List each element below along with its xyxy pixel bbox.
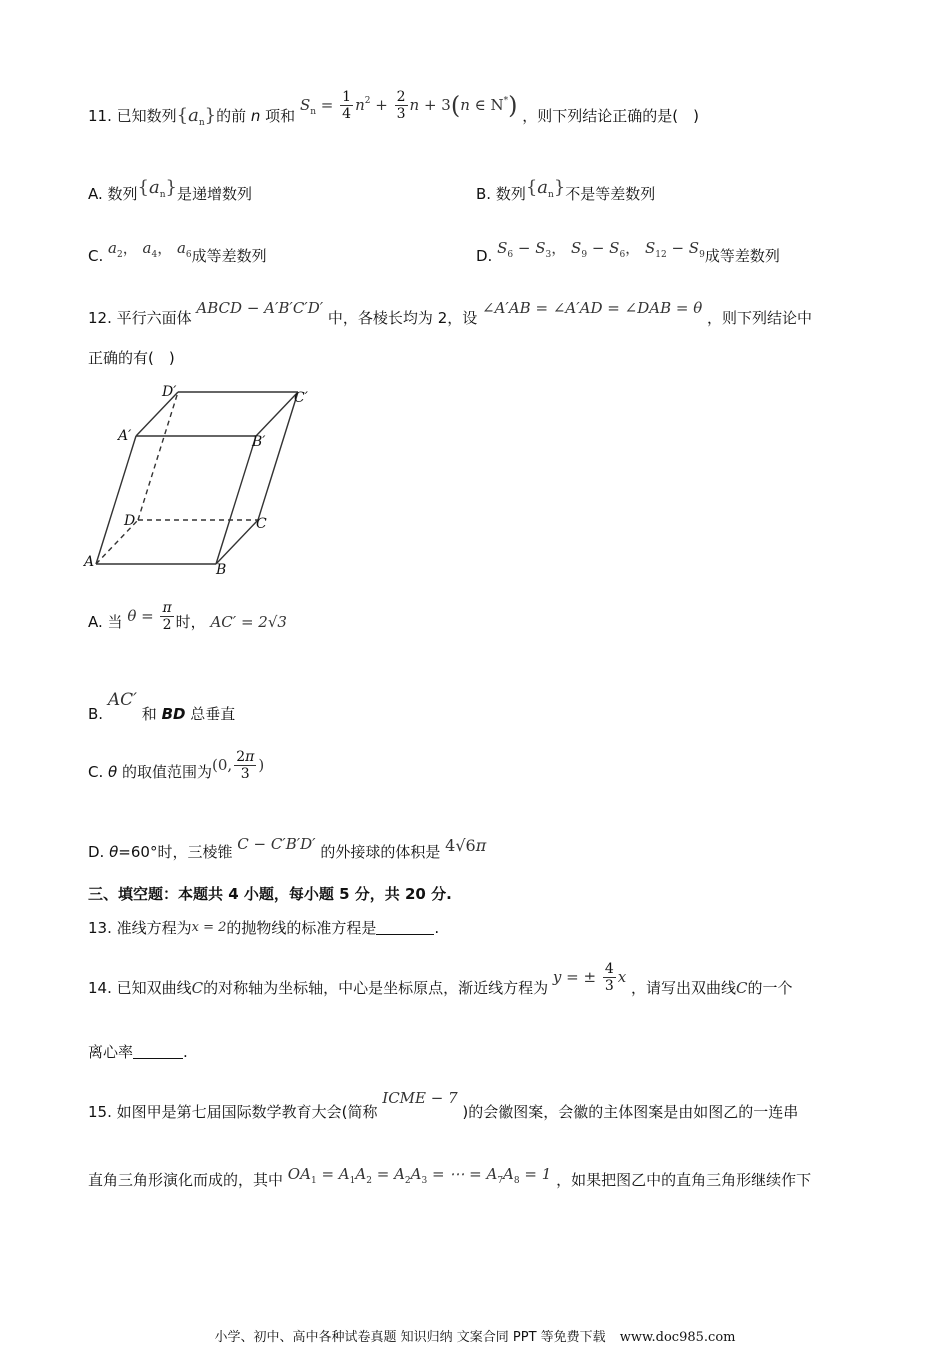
q12-option-c: C. θ 的取值范围为(0, $\frac{2\pi}{3}$ ) [88, 749, 265, 782]
math-volume: 4√6π [445, 836, 487, 855]
math-range-0-2pi-3: (0, $\frac{2\pi}{3}$ ) [212, 749, 265, 782]
math-s-differences: $S_6 - S_3$， $S_9 - S_6$， $S_{12} - S_9$ [497, 239, 705, 260]
footer: 小学、初中、高中各种试卷真题 知识归纳 文案合同 PPT 等免费下载 www.doc985.com [214, 1330, 736, 1345]
label-d-prime: D′ [162, 384, 177, 400]
q15: 15. 如图甲是第七届国际数学教育大会(简称 ICME − 7 )的会徽图案，会徽的主体图案是由如图乙的一连串 [88, 1089, 799, 1121]
q11-option-a: A. 数列$\{a_n\}$是递增数列 [88, 177, 252, 203]
q12-stem-cont: 正确的有( ) [88, 349, 175, 367]
parallelepiped-figure [80, 380, 320, 580]
math-ac-prime: AC′ [107, 690, 137, 710]
q11-option-b: B. 数列$\{a_n\}$不是等差数列 [476, 177, 656, 203]
math-sequence-an: $\{a_n\}$ [176, 105, 217, 128]
q14-cont: 离心率 . [88, 1043, 188, 1061]
math-asymptote: y = ± $\frac{4}{3}$ x [552, 961, 627, 994]
math-x-equals-2: x = 2 [191, 920, 227, 935]
q14: 14. 已知双曲线C的对称轴为坐标轴，中心是坐标原点，渐近线方程为 y = ± $\frac{4}{3}$ x ，请写出双曲线C的一个 [88, 961, 793, 997]
math-pyramid: C − C′B′D′ [237, 835, 316, 853]
math-theta-pi-over-2: θ = $\frac{\pi}{2}$ [127, 600, 172, 633]
math-icme-7: ICME − 7 [382, 1089, 458, 1107]
q12-option-b: B. AC′ 和 BD 总垂直 [88, 690, 236, 723]
math-oa-chain: $OA_1 = A_1A_2 = A_2A_3$ = ⋯ = $A_7A_8 = 1$ [287, 1165, 552, 1186]
q11-option-d: D. $S_6 - S_3$， $S_9 - S_6$， $S_{12} - S_9$成等差数列 [476, 239, 780, 265]
label-a: A [84, 554, 95, 570]
answer-blank[interactable] [376, 920, 434, 935]
q11-stem: 11. 已知数列$\{a_n\}$的前 n 项和 $S_n$ = $\frac{1}{4}$ $n^2$ + $\frac{2}{3}$ n + 3(n ∈ N*) ，则下列结论正确的是( ) [88, 89, 700, 128]
q15-cont: 直角三角形演化而成的，其中 $OA_1 = A_1A_2 = A_2A_3$ = ⋯ = $A_7A_8 = 1$ ，如果把图乙中的直角三角形继续作下 [88, 1165, 812, 1189]
math-sequence-an: $\{a_n\}$ [137, 177, 177, 200]
math-sequence-an: $\{a_n\}$ [525, 177, 566, 200]
section-heading: 三、填空题：本题共 4 小题，每小题 5 分，共 20 分. [88, 885, 452, 903]
q12-stem: 12. 平行六面体 ABCD − A′B′C′D′ 中，各棱长均为 2，设 ∠A′AB = ∠A′AD = ∠DAB = θ ，则下列结论中 [88, 299, 813, 327]
label-b-prime: B′ [252, 434, 266, 450]
label-c: C [256, 516, 267, 532]
q12-option-d: D. θ=60°时，三棱锥 C − C′B′D′ 的外接球的体积是 4√6π [88, 835, 487, 861]
label-d: D [124, 513, 136, 529]
math-sn-formula: $S_n$ = $\frac{1}{4}$ $n^2$ + $\frac{2}{3}$ n + 3(n ∈ N*) [299, 89, 518, 122]
q13: 13. 准线方程为x = 2的抛物线的标准方程是 . [88, 919, 440, 937]
q12-option-a: A. 当 θ = $\frac{\pi}{2}$ 时， AC′ = 2√3 [88, 600, 287, 633]
q11-option-c: C. $a_2$， $a_4$， $a_6$成等差数列 [88, 239, 267, 265]
math-ac-prime-value: AC′ = 2√3 [210, 613, 287, 631]
math-a2-a4-a6: $a_2$， $a_4$， $a_6$ [108, 239, 192, 260]
math-parallelepiped: ABCD − A′B′C′D′ [196, 299, 324, 317]
label-c-prime: C′ [294, 390, 308, 406]
math-angle-theta: ∠A′AB = ∠A′AD = ∠DAB = θ [482, 299, 703, 317]
label-b: B [216, 562, 227, 578]
answer-blank[interactable] [133, 1044, 183, 1059]
label-a-prime: A′ [118, 428, 132, 444]
footer-url[interactable]: www.doc985.com [619, 1330, 736, 1345]
